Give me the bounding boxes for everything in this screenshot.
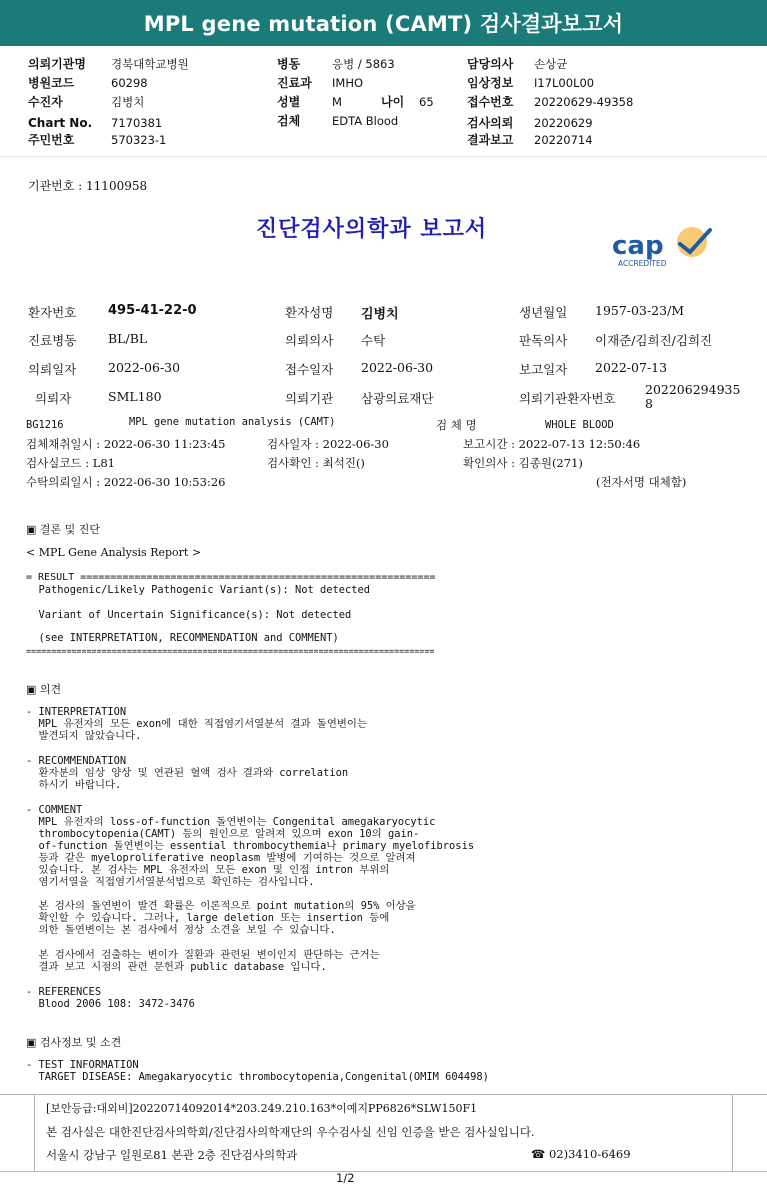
footer-border <box>732 1094 733 1172</box>
header-value: M <box>332 95 342 109</box>
header-label: 검사의뢰 <box>467 116 514 130</box>
comment-line: 등과 같은 myeloproliferative neoplasm 발병에 기여하는 것으로 알려져 <box>26 852 416 864</box>
footer-divider <box>0 1094 767 1095</box>
patient-value: 2022-06-30 <box>361 360 434 375</box>
header-value: 65 <box>419 95 434 109</box>
patient-value: 8 <box>645 396 653 411</box>
test-information-line: TARGET DISEASE: Amegakaryocytic thrombocytopenia,Congenital(OMIM 604498) <box>26 1071 489 1083</box>
patient-label: 환자성명 <box>285 305 334 320</box>
header-value: 20220629-49358 <box>534 95 634 109</box>
security-stamp: [보안등급:대외비]20220714092014*203.249.210.163*이예지PP6826*SLW150F1 <box>46 1102 478 1115</box>
patient-value: 202206294935 <box>645 382 741 397</box>
header-label: Chart No. <box>28 116 93 130</box>
patient-label: 환자번호 <box>28 305 77 320</box>
patient-label: 생년월일 <box>519 305 568 320</box>
cap-accredited-text: ACCREDITED <box>618 259 667 268</box>
header-value: 경북대학교병원 <box>111 57 189 71</box>
cap-accredited-logo <box>608 222 720 274</box>
section-heading: ▣ 검사정보 및 소견 <box>26 1036 122 1049</box>
lab-address: 서울시 강남구 일원로81 본관 2층 진단검사의학과 <box>46 1148 298 1162</box>
header-value: 20220629 <box>534 116 593 130</box>
header-label: 나이 <box>381 95 405 109</box>
report-heading-text: 진단검사의학과 보고서 <box>255 216 488 242</box>
header-label: 담당의사 <box>467 57 514 71</box>
header-info <box>0 0 767 156</box>
comment-line: 본 검사에서 검출하는 변이가 질환과 관련된 변이인지 판단하는 근거는 <box>26 949 380 961</box>
header-value: I17L00L00 <box>534 76 595 90</box>
recommendation-line: - RECOMMENDATION <box>26 755 127 767</box>
patient-label: 진료병동 <box>28 333 77 348</box>
comment-line: of-function 돌연변이는 essential thrombocythemia나 primary myelofibrosis <box>26 840 475 852</box>
patient-value: BL/BL <box>108 331 148 346</box>
header-label: 성별 <box>277 95 301 109</box>
patient-value: 이재준/김희진/김희진 <box>595 333 713 348</box>
patient-label: 판독의사 <box>519 333 568 348</box>
recommendation-line: 하시기 바랍니다. <box>26 779 122 791</box>
patient-label: 의뢰기관 <box>285 391 334 406</box>
test-code: BG1216 <box>26 419 64 431</box>
comment-line: 의한 돌연변이는 본 검사에서 정상 소견을 보일 수 있습니다. <box>26 924 336 936</box>
page-number: 1/2 <box>336 1171 355 1185</box>
comment-line: MPL 유전자의 loss-of-function 돌연변이는 Congenital amegakaryocytic <box>26 816 436 828</box>
header-value: 570323-1 <box>111 133 167 147</box>
test-field: 확인의사 : 김종원(271) <box>463 456 583 470</box>
cap-logo-icon <box>608 222 720 274</box>
header-label: 병원코드 <box>28 76 75 90</box>
comment-line: 결과 보고 시점의 관련 문헌과 public database 입니다. <box>26 961 327 973</box>
header-label: 진료과 <box>277 76 312 90</box>
e-signature-note: (전자서명 대체함) <box>596 475 687 489</box>
patient-label: 의뢰의사 <box>285 333 334 348</box>
patient-label: 접수일자 <box>285 362 334 377</box>
header-value: EDTA Blood <box>332 114 399 128</box>
patient-label: 의뢰일자 <box>28 362 77 377</box>
footer-border <box>34 1094 35 1172</box>
result-line: (see INTERPRETATION, RECOMMENDATION and COMMENT) <box>26 632 339 644</box>
test-field: 수탁의뢰일시 : 2022-06-30 10:53:26 <box>26 475 226 489</box>
comment-line: - COMMENT <box>26 804 83 816</box>
header-value: 20220714 <box>534 133 593 147</box>
patient-value: 수탁 <box>361 333 386 348</box>
result-line: Pathogenic/Likely Pathogenic Variant(s): Not detected <box>26 584 371 596</box>
institution-number: 기관번호 : 11100958 <box>28 179 148 193</box>
specimen-value: WHOLE BLOOD <box>545 419 614 431</box>
header-label: 의뢰기관명 <box>28 57 86 71</box>
header-label: 수진자 <box>28 95 63 109</box>
interpretation-line: MPL 유전자의 모든 exon에 대한 직접염기서열분석 결과 돌연변이는 <box>26 718 367 730</box>
test-information-line: - TEST INFORMATION <box>26 1059 139 1071</box>
test-field: 검사확인 : 최석진() <box>267 456 365 470</box>
patient-label: 의뢰기관환자번호 <box>519 391 616 406</box>
patient-name: 김병치 <box>361 307 399 322</box>
patient-value: SML180 <box>108 389 162 404</box>
patient-value: 삼광의료재단 <box>361 391 434 406</box>
cap-logo-text: cap <box>612 231 664 261</box>
comment-line: 확인할 수 있습니다. 그러나, large deletion 또는 insertion 등에 <box>26 912 390 924</box>
header-label: 검체 <box>277 114 301 128</box>
header-value: 김병치 <box>111 95 145 109</box>
header-label: 임상정보 <box>467 76 514 90</box>
result-line: Variant of Uncertain Significance(s): Not detected <box>26 609 352 621</box>
header-label: 주민번호 <box>28 133 75 147</box>
header-label: 접수번호 <box>467 95 514 109</box>
header-value: 응병 / 5863 <box>332 57 395 71</box>
interpretation-line: - INTERPRETATION <box>26 706 127 718</box>
test-name: MPL gene mutation analysis (CAMT) <box>129 416 336 428</box>
section-heading: ▣ 의견 <box>26 683 62 696</box>
comment-line: 본 검사의 돌연변이 발견 확률은 이론적으로 point mutation의 95% 이상을 <box>26 900 416 912</box>
footer-divider <box>0 1171 767 1172</box>
test-field: 검사일자 : 2022-06-30 <box>267 437 389 451</box>
comment-line: 염기서열을 직접염기서열분석법으로 확인하는 검사입니다. <box>26 876 315 888</box>
recommendation-line: 환자분의 임상 양상 및 연관된 혈액 검사 결과와 correlation <box>26 767 349 779</box>
interpretation-line: 발견되지 않았습니다. <box>26 730 142 742</box>
patient-birthdate: 1957-03-23/M <box>595 303 685 318</box>
comment-line: 있습니다. 본 검사는 MPL 유전자의 모든 exon 및 인접 intron 부위의 <box>26 864 390 876</box>
comment-line: thrombocytopenia(CAMT) 등의 원인으로 알려져 있으며 exon 10의 gain- <box>26 828 420 840</box>
result-line: ================================================================================= <box>26 646 435 656</box>
lab-phone: ☎ 02)3410-6469 <box>531 1147 631 1161</box>
section-heading: ▣ 결론 및 진단 <box>26 523 101 536</box>
test-field: 검체채취일시 : 2022-06-30 11:23:45 <box>26 437 226 451</box>
patient-value: 2022-06-30 <box>108 360 181 375</box>
patient-value: 2022-07-13 <box>595 360 668 375</box>
references-line: Blood 2006 108: 3472-3476 <box>26 998 195 1010</box>
header-value: 60298 <box>111 76 148 90</box>
report-subheading: < MPL Gene Analysis Report > <box>26 546 202 559</box>
test-field: 보고시간 : 2022-07-13 12:50:46 <box>463 437 641 451</box>
certification-note: 본 검사실은 대한진단검사의학회/진단검사의학재단의 우수검사실 신임 인증을 받은 검사실입니다. <box>46 1125 535 1139</box>
header-value: IMHO <box>332 76 364 90</box>
specimen-label: 검 체 명 <box>436 418 477 432</box>
patient-label: 보고일자 <box>519 362 568 377</box>
test-field: 검사실코드 : L81 <box>26 456 115 470</box>
header-value: 7170381 <box>111 116 163 130</box>
patient-number: 495-41-22-0 <box>108 303 197 318</box>
report-title-bar: MPL gene mutation (CAMT) 검사결과보고서 <box>0 0 767 46</box>
header-value: 손상균 <box>534 57 568 71</box>
header-divider <box>0 156 767 157</box>
references-line: - REFERENCES <box>26 986 102 998</box>
header-label: 병동 <box>277 57 301 71</box>
result-line: = RESULT =========================================================== <box>26 572 436 583</box>
patient-label: 의뢰자 <box>35 391 72 406</box>
header-label: 결과보고 <box>467 133 514 147</box>
